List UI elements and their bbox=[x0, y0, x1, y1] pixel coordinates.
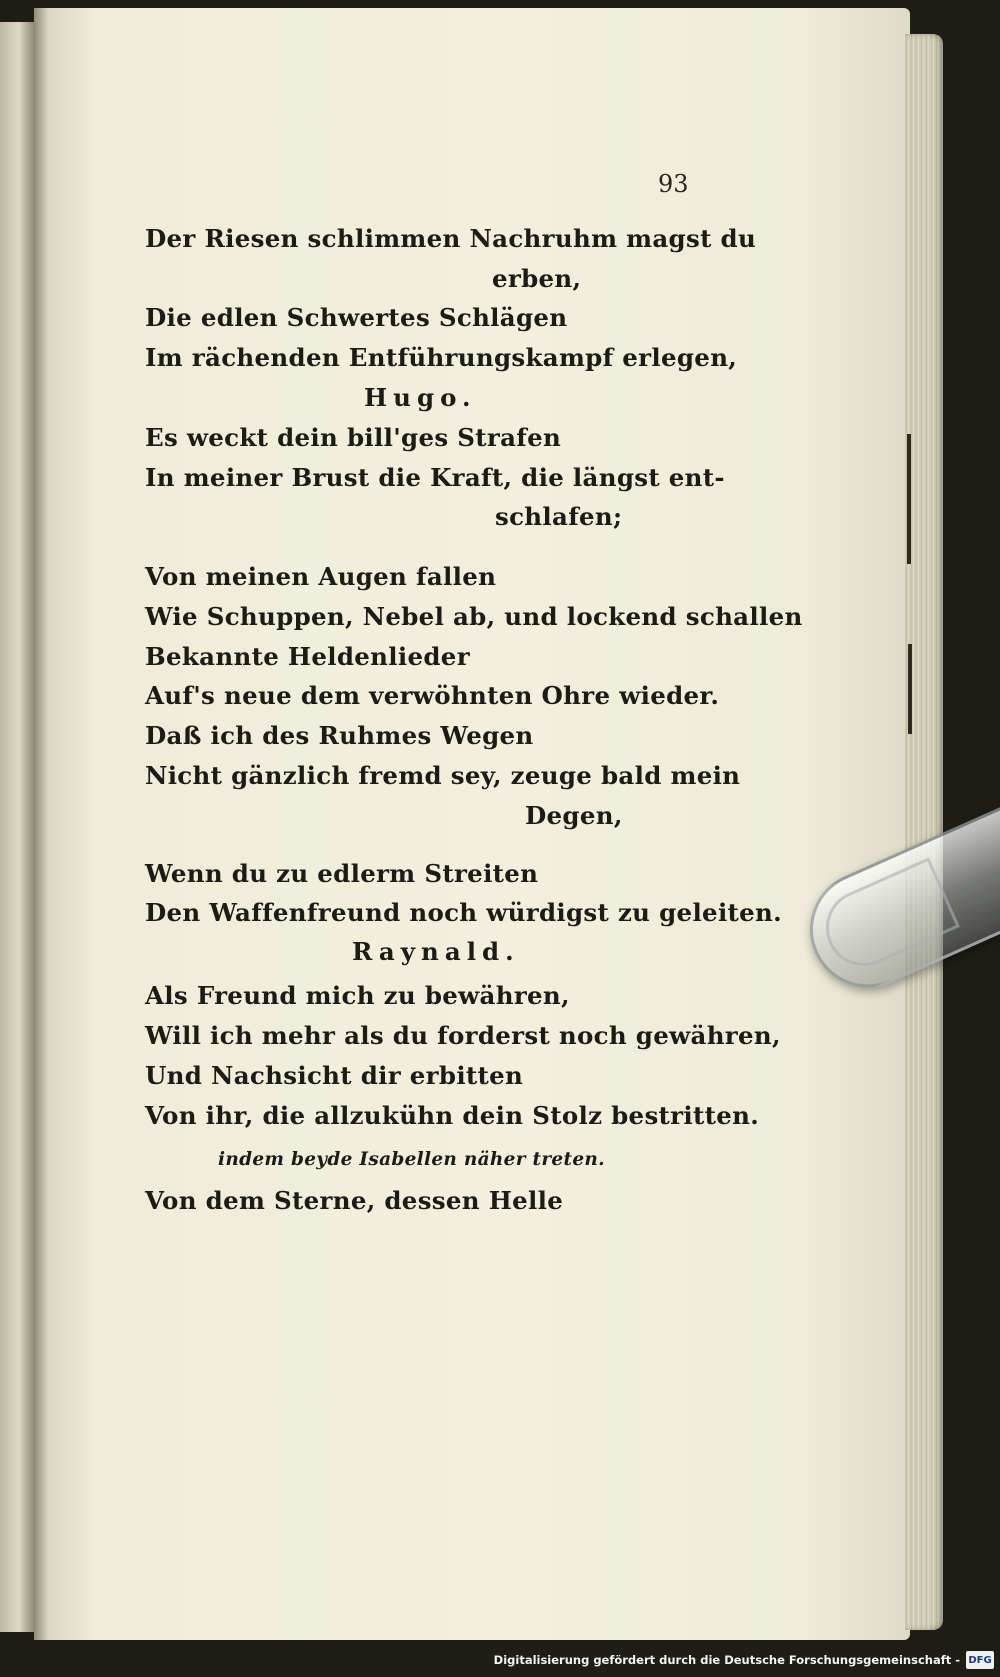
verse-line: Will ich mehr als du forderst noch gewähren, bbox=[145, 1021, 781, 1050]
verse-line: Der Riesen schlimmen Nachruhm magst du bbox=[145, 224, 757, 253]
speaker-name: Hugo. bbox=[364, 383, 477, 412]
verse-line: Von ihr, die allzukühn dein Stolz bestritten. bbox=[145, 1101, 760, 1130]
verse-line: Den Waffenfreund noch würdigst zu geleiten. bbox=[145, 898, 782, 927]
verse-line: In meiner Brust die Kraft, die längst ent- bbox=[145, 463, 725, 492]
verse-line: Wenn du zu edlerm Streiten bbox=[145, 859, 539, 888]
verse-line: Im rächenden Entführungskampf erlegen, bbox=[145, 343, 738, 372]
stage-direction: indem beyde Isabellen näher treten. bbox=[218, 1149, 605, 1170]
verse-line: Als Freund mich zu bewähren, bbox=[145, 981, 570, 1010]
verse-line: Wie Schuppen, Nebel ab, und lockend schallen bbox=[145, 602, 803, 631]
dfg-logo: DFG bbox=[966, 1651, 994, 1669]
verse-line: Daß ich des Ruhmes Wegen bbox=[145, 721, 534, 750]
speaker-name: Raynald. bbox=[352, 937, 520, 966]
verse-line: Auf's neue dem verwöhnten Ohre wieder. bbox=[145, 681, 720, 710]
verse-line: erben, bbox=[492, 264, 582, 293]
verse-line: Bekannte Heldenlieder bbox=[145, 642, 470, 671]
footer-credit bbox=[494, 1649, 1000, 1671]
verse-line: Und Nachsicht dir erbitten bbox=[145, 1061, 524, 1090]
footer-text: Digitalisierung gefördert durch die Deutsche Forschungsgemeinschaft - bbox=[493, 1653, 960, 1667]
verse-line: Von meinen Augen fallen bbox=[145, 562, 497, 591]
page-number: 93 bbox=[658, 170, 689, 198]
verse-line: Nicht gänzlich fremd sey, zeuge bald mein bbox=[145, 761, 741, 790]
verse-line: schlafen; bbox=[495, 502, 623, 531]
verse-line: Es weckt dein bill'ges Strafen bbox=[145, 423, 562, 452]
verse-line: Von dem Sterne, dessen Helle bbox=[145, 1186, 564, 1215]
verse-line: Degen, bbox=[525, 801, 623, 830]
verse-line: Die edlen Schwertes Schlägen bbox=[145, 303, 568, 332]
